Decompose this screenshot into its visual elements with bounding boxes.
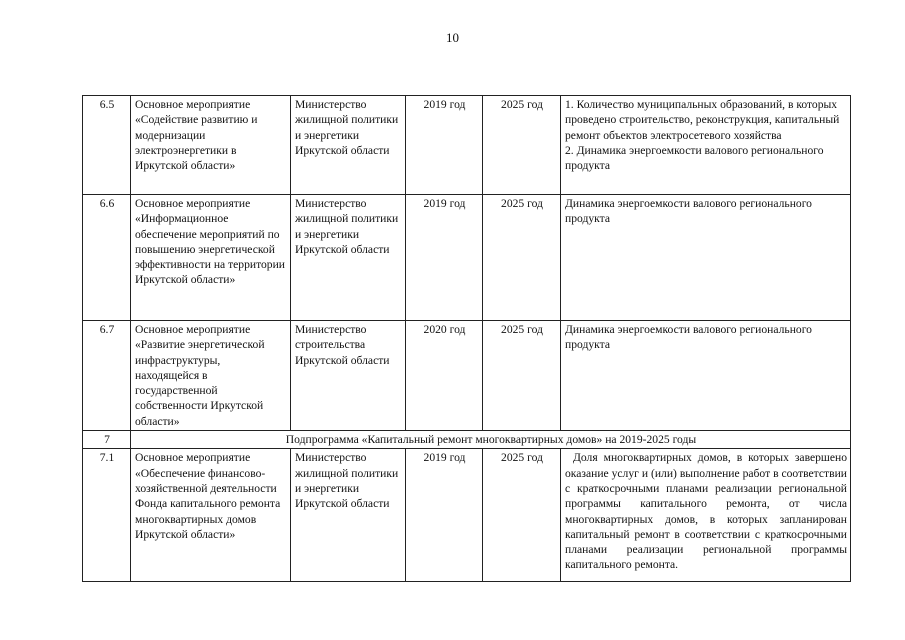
section-row	[83, 431, 851, 449]
activity-cell: Основное мероприятие «Обеспечение финансово-хозяйственной деятельности Фонда капитального ремонта многоквартирных домов Иркутской области»	[131, 449, 291, 582]
start-year-cell: 2020 год	[406, 321, 483, 431]
indicator-cell	[561, 96, 851, 195]
start-year-cell: 2019 год	[406, 449, 483, 582]
end-year-cell: 2025 год	[483, 321, 561, 431]
executor-cell: Министерство жилищной политики и энергетики Иркутской области	[291, 195, 406, 321]
executor-cell: Министерство строительства Иркутской области	[291, 321, 406, 431]
end-year-cell: 2025 год	[483, 449, 561, 582]
row-number: 7.1	[83, 449, 131, 582]
activity-cell: Основное мероприятие «Информационное обеспечение мероприятий по повышению энергетической эффективности на территории Иркутской области»	[131, 195, 291, 321]
row-number: 6.5	[83, 96, 131, 195]
page-number: 10	[446, 30, 459, 45]
executor-cell: Министерство жилищной политики и энергетики Иркутской области	[291, 96, 406, 195]
indicator-line: 1. Количество муниципальных образований, в которых проведено строительство, реконструкция, капитальный ремонт объектов электросетевого хозяйства 2. Динамика энергоемкости валового регионального продукта	[565, 98, 840, 173]
start-year-cell: 2019 год	[406, 96, 483, 195]
section-number: 7	[83, 431, 131, 449]
activity-cell: Основное мероприятие «Развитие энергетической инфраструктуры, находящейся в государственной собственности Иркутской области»	[131, 321, 291, 431]
table-row	[83, 321, 851, 431]
executor-cell: Министерство жилищной политики и энергетики Иркутской области	[291, 449, 406, 582]
indicator-cell: Динамика энергоемкости валового регионального продукта	[561, 321, 851, 431]
table-row	[83, 195, 851, 321]
table-row	[83, 96, 851, 195]
indicator-cell: Динамика энергоемкости валового регионального продукта	[561, 195, 851, 321]
section-title: Подпрограмма «Капитальный ремонт многоквартирных домов» на 2019-2025 годы	[131, 431, 851, 449]
row-number: 6.6	[83, 195, 131, 321]
activity-cell: Основное мероприятие «Содействие развитию и модернизации электроэнергетики в Иркутской области»	[131, 96, 291, 195]
end-year-cell: 2025 год	[483, 195, 561, 321]
activities-table	[82, 95, 851, 582]
start-year-cell: 2019 год	[406, 195, 483, 321]
indicator-cell: Доля многоквартирных домов, в которых завершено оказание услуг и (или) выполнение работ в соответствии с краткосрочными планами реализации региональной программы капитального ремонта, от числа многоквартирных домов, в которых запланирован капитальный ремонт в соответствии с краткосрочными планами реализации региональной программы капитального ремонта.	[561, 449, 851, 582]
row-number: 6.7	[83, 321, 131, 431]
end-year-cell: 2025 год	[483, 96, 561, 195]
table-row	[83, 449, 851, 582]
